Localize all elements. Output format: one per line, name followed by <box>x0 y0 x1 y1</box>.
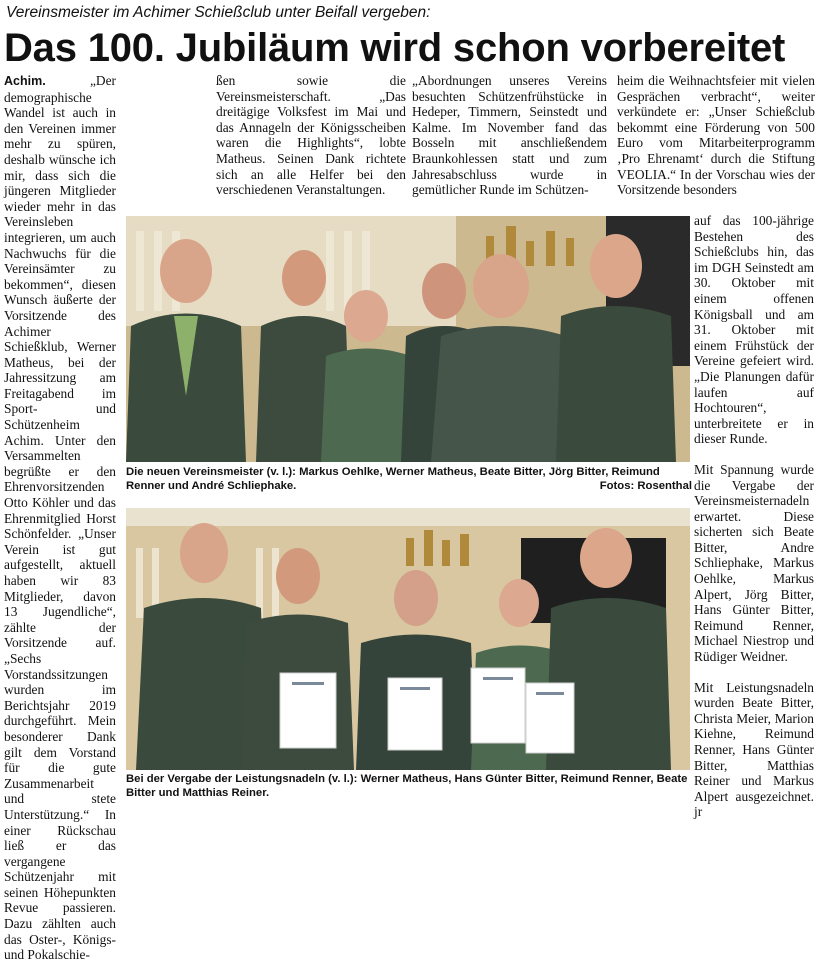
text-column-5 <box>694 213 814 820</box>
text-column-4 <box>617 73 815 213</box>
photo-2-caption: Bei der Vergabe der Leistungsnadeln (v. l.): Werner Matheus, Hans Günter Bitter, Reimund Renner, Beate Bitter und Matthias Reiner. <box>126 773 688 799</box>
photo-1-caption: Die neuen Vereinsmeister (v. l.): Markus Oehlke, Werner Matheus, Beate Bitter, Jörg Bitter, Reimund Renner und André Schliephake. <box>126 466 660 492</box>
article-headline: Das 100. Jubiläum wird schon vorbereitet <box>4 26 786 70</box>
column-2-text: ßen sowie die Vereinsmeisterschaft. „Das dreitägige Volksfest im Mai und das Annageln der Königsscheiben waren die Highlights“, lobte Matheus. Seinen Dank richtete sich an alle Helfer bei den verschiedenen Veranstaltungen. <box>216 73 406 198</box>
column-5-paragraph-1: auf das 100-jährige Bestehen des Schießclubs hin, das im DGH Seinstedt am 30. Oktober mit einem offenen Königsball und am 31. Oktober mit einem Frühstück der Vereine gefeiert wird. „Die Planungen dafür laufen auf Hochtouren“, unterbreitete er in dieser Runde. <box>694 213 814 447</box>
column-3-text: „Abordnungen unseres Vereins besuchten Schützenfrühstücke in Hedeper, Timmern, Seinstedt und Kalme. Im November fand das Bosseln mit anschließendem Braunkohlessen statt und zum Jahresabschluss wurde in gemütlicher Runde im Schützen- <box>412 73 607 198</box>
photo-credit: Fotos: Rosenthal <box>599 480 692 492</box>
column-5-paragraph-2: Mit Spannung wurde die Vergabe der Vereinsmeisternadeln erwartet. Diese sicherten sich Beate Bitter, Andre Schliephake, Markus Oehlke, Markus Alpert, Jörg Bitter, Hans Günter Bitter, Reimund Renner, Michael Niestrop und Rüdiger Weidner. <box>694 461 814 665</box>
dateline: Achim. <box>4 74 46 88</box>
photo-performance-pins <box>126 508 690 770</box>
author-initials: jr <box>694 804 703 820</box>
column-1-text: „Der demographische Wandel ist auch in den Vereinen immer mehr zu spüren, deshalb wünsche ich mir, dass sich die jüngeren Mitglieder wieder mehr in das Vereinsleben integrieren, um auch Nachwuchs für die Vereinsämter zu bekommen“, diesen Wunsch äußerte der Vorsitzende des Achimer Schießklub, Werner Matheus, bei der Jahressitzung am Freitagabend im Sport- und Schützenheim Achim. Unter den Versammelten begrüßte er den Ehrenvorsitzenden Otto Köhler und das Ehrenmitglied Horst Schönfelder. „Unser Verein ist gut aufgestellt, aktuell haben wir 83 Mitglieder, davon 13 Jugendliche“, zählte der Vorsitzende auf. „Sechs Vorstandssitzungen wurden im Berichtsjahr 2019 durchgeführt. Mein besonderer Dank gilt dem Vorstand für die gute Zusammenarbeit und stete Unterstützung.“ In einer Rückschau ließ er das vergangene Schützenjahr mit seinen Höhepunkten Revue passieren. Dazu zählten auch das Oster-, Königs- und Pokalschie- <box>4 73 116 963</box>
text-column-1 <box>4 73 116 963</box>
column-4-text: heim die Weihnachtsfeier mit vielen Gesprächen verbracht“, weiter verkündete er: „Unser Schießclub bekommt eine Förderung von 500 Euro vom Mitarbeiterprogramm ‚Pro Ehrenamt‘ durch die Stiftung VEOLIA.“ In der Vorschau wies der Vorsitzende besonders <box>617 73 815 198</box>
photo-club-champions <box>126 216 690 462</box>
text-column-3 <box>412 73 607 213</box>
column-5-paragraph-3: Mit Leistungsnadeln wurden Beate Bitter, Christa Meier, Marion Kiehne, Reimund Renner, Hans Günter Bitter, Matthias Reiner und Markus Alpert ausgezeichnet. jr <box>694 679 814 820</box>
text-column-2 <box>216 73 406 213</box>
photo-1-caption-block <box>126 465 692 493</box>
article-kicker: Vereinsmeister im Achimer Schießclub unter Beifall vergeben: <box>6 4 431 21</box>
